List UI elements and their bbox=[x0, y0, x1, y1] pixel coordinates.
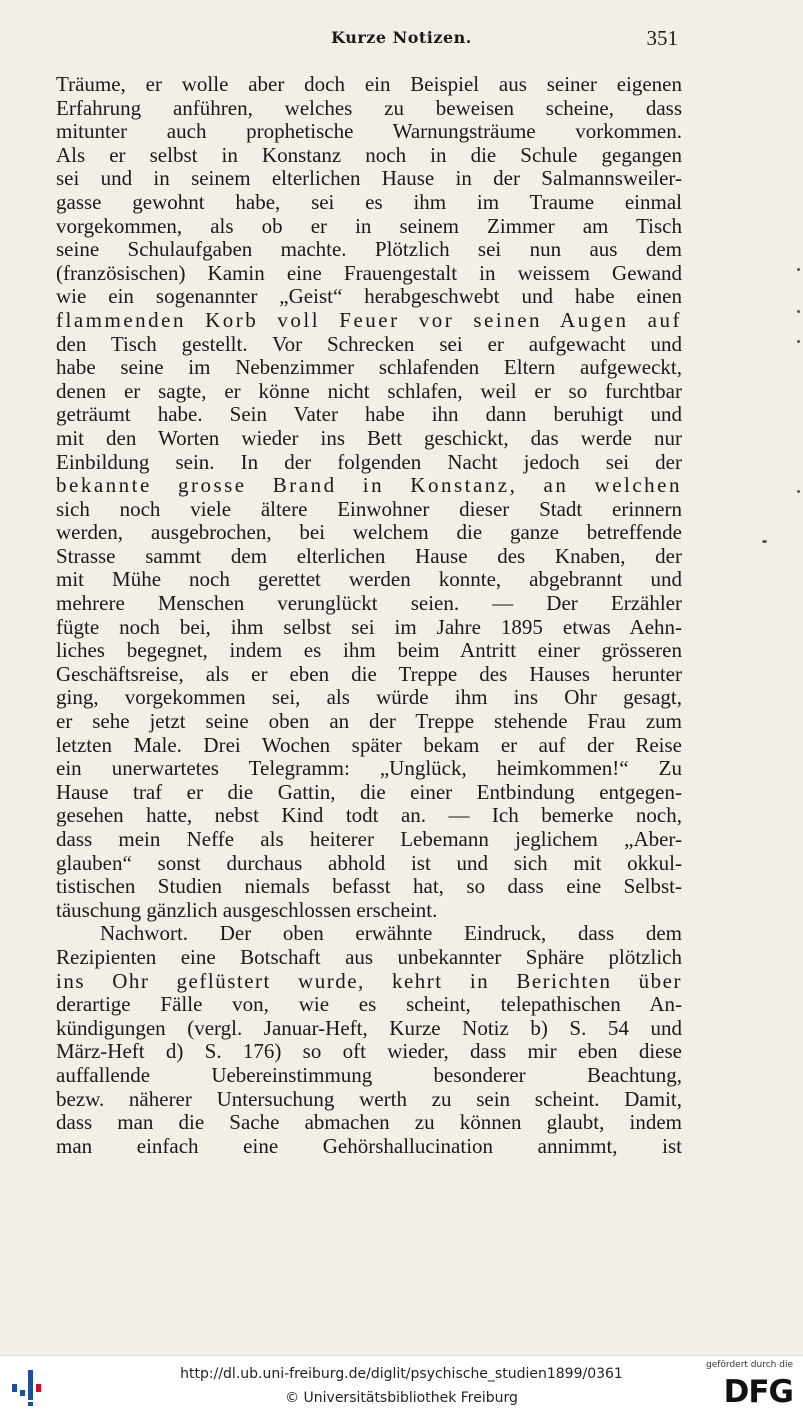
text-line: ging, vorgekommen sei, als würde ihm ins Ohr gesagt, bbox=[56, 686, 682, 710]
text-line: glauben“ sonst durchaus abhold ist und sich mit okkul- bbox=[56, 851, 682, 875]
text-line: Als er selbst in Konstanz noch in die Schule gegangen bbox=[56, 143, 682, 167]
text-line: fügte noch bei, ihm selbst sei im Jahre 1895 etwas Aehn- bbox=[56, 615, 682, 639]
margin-mark bbox=[797, 268, 800, 271]
text-line: mit Mühe noch gerettet werden konnte, abgebrannt und bbox=[56, 568, 682, 592]
text-line: habe seine im Nebenzimmer schlafenden Eltern aufgeweckt, bbox=[56, 356, 682, 380]
text-line: man einfach eine Gehörshallucination annimmt, ist bbox=[56, 1134, 682, 1158]
text-line: Träume, er wolle aber doch ein Beispiel aus seiner eigenen bbox=[56, 73, 682, 96]
text-line: gasse gewohnt habe, sei es ihm im Traume einmal bbox=[56, 190, 682, 214]
text-line: werden, ausgebrochen, bei welchem die ganze betreffende bbox=[56, 521, 682, 545]
body-text bbox=[56, 73, 682, 1158]
text-line: Strasse sammt dem elterlichen Hause des Knaben, der bbox=[56, 544, 682, 568]
text-line: März-Heft d) S. 176) so oft wieder, dass mir eben diese bbox=[56, 1040, 682, 1064]
running-head bbox=[0, 28, 803, 58]
text-line: dass mein Neffe als heiterer Lebemann jeglichem „Aber- bbox=[56, 828, 682, 851]
source-url[interactable]: http://dl.ub.uni-freiburg.de/diglit/psychische_studien1899/0361 bbox=[180, 1366, 623, 1382]
text-line: liches begegnet, indem es ihm beim Antritt einer grösseren bbox=[56, 639, 682, 663]
margin-mark bbox=[797, 310, 800, 313]
text-line: Erfahrung anführen, welches zu beweisen scheine, dass bbox=[56, 96, 682, 120]
text-line: kündigungen (vergl. Januar-Heft, Kurze Notiz b) S. 54 und bbox=[56, 1016, 682, 1040]
copyright-notice: © Universitätsbibliothek Freiburg bbox=[285, 1390, 518, 1406]
text-line: wie ein sogenannter „Geist“ herabgeschwebt und habe einen bbox=[56, 285, 682, 309]
text-line: vorgekommen, als ob er in seinem Zimmer am Tisch bbox=[56, 214, 682, 238]
text-line: flammenden Korb voll Feuer vor seinen Augen auf bbox=[56, 308, 682, 332]
text-line: sich noch viele ältere Einwohner dieser Stadt erinnern bbox=[56, 497, 682, 521]
text-line: sei und in seinem elterlichen Hause in der Salmannsweiler- bbox=[56, 167, 682, 191]
margin-mark bbox=[762, 540, 767, 543]
text-line: Nachwort. Der oben erwähnte Eindruck, dass dem bbox=[100, 922, 682, 946]
text-line: (französischen) Kamin eine Frauengestalt in weissem Gewand bbox=[56, 261, 682, 285]
text-line: mehrere Menschen verunglückt seien. — Der Erzähler bbox=[56, 592, 682, 616]
text-line: täuschung gänzlich ausgeschlossen erscheint. bbox=[56, 898, 438, 922]
text-line: er sehe jetzt seine oben an der Treppe stehende Frau zum bbox=[56, 710, 682, 734]
text-line: Hause traf er die Gattin, die einer Entbindung entgegen- bbox=[56, 780, 682, 804]
text-line: derartige Fälle von, wie es scheint, telepathischen An- bbox=[56, 993, 682, 1017]
margin-mark bbox=[797, 490, 800, 493]
text-line: ins Ohr geflüstert wurde, kehrt in Berichten über bbox=[56, 969, 682, 993]
text-line: mitunter auch prophetische Warnungsträume vorkommen. bbox=[56, 120, 682, 144]
dfg-logo-text: DFG bbox=[723, 1374, 793, 1410]
text-line: tistischen Studien niemals befasst hat, so dass eine Selbst- bbox=[56, 875, 682, 899]
text-line: auffallende Uebereinstimmung besonderer Beachtung, bbox=[56, 1063, 682, 1087]
dfg-caption: gefördert durch die bbox=[706, 1360, 793, 1370]
text-line: bezw. näherer Untersuchung werth zu sein scheint. Damit, bbox=[56, 1087, 682, 1111]
text-line: letzten Male. Drei Wochen später bekam er auf der Reise bbox=[56, 733, 682, 757]
margin-mark bbox=[797, 340, 800, 343]
text-line: ein unerwartetes Telegramm: „Unglück, heimkommen!“ Zu bbox=[56, 757, 682, 781]
text-line: Rezipienten eine Botschaft aus unbekannter Sphäre plötzlich bbox=[56, 945, 682, 969]
text-line: geträumt habe. Sein Vater habe ihn dann beruhigt und bbox=[56, 403, 682, 427]
text-line: denen er sagte, er könne nicht schlafen, weil er so furchtbar bbox=[56, 379, 682, 403]
dfg-logo bbox=[707, 1360, 793, 1410]
text-line: gesehen hatte, nebst Kind todt an. — Ich bemerke noch, bbox=[56, 804, 682, 828]
text-line: den Tisch gestellt. Vor Schrecken sei er aufgewacht und bbox=[56, 332, 682, 356]
text-line: seine Schulaufgaben machte. Plötzlich sei nun aus dem bbox=[56, 238, 682, 262]
text-line: mit den Worten wieder ins Bett geschickt, das werde nur bbox=[56, 426, 682, 450]
viewer-footer bbox=[0, 1355, 803, 1414]
page-number: 351 bbox=[646, 26, 678, 50]
running-title: Kurze Notizen. bbox=[331, 28, 472, 47]
text-line: dass man die Sache abmachen zu können glaubt, indem bbox=[56, 1111, 682, 1135]
text-line: Einbildung sein. In der folgenden Nacht jedoch sei der bbox=[56, 450, 682, 474]
text-line: bekannte grosse Brand in Konstanz, an welchen bbox=[56, 474, 682, 498]
text-line: Geschäftsreise, als er eben die Treppe des Hauses herunter bbox=[56, 662, 682, 686]
